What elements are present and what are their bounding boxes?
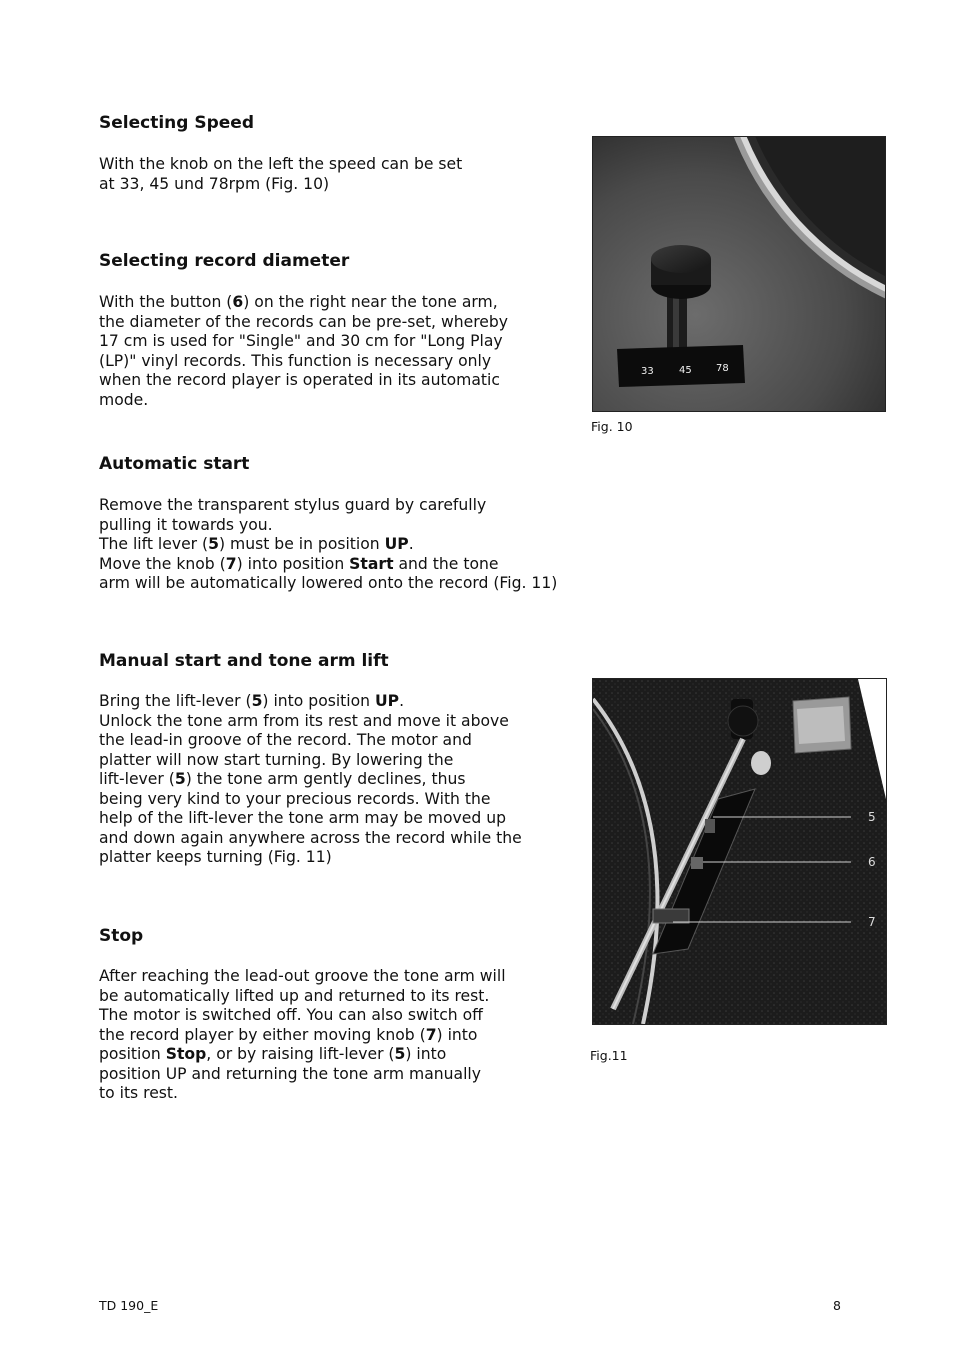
speed-label-33: 33 <box>641 366 654 377</box>
callout-7: 7 <box>868 915 876 929</box>
figure-caption-fig10: Fig. 10 <box>591 419 633 434</box>
callout-5: 5 <box>868 810 876 824</box>
heading-selecting-record-diameter: Selecting record diameter <box>99 251 350 271</box>
text-run: Move the knob ( <box>99 554 226 573</box>
paragraph-stop <box>99 967 506 1104</box>
text-run: . <box>408 535 414 553</box>
text-run: ) into position <box>236 554 350 573</box>
text-run: the diameter of the records can be pre-set, whereby <box>99 312 508 331</box>
bold-text: 7 <box>425 1025 437 1044</box>
text-run: The lift lever ( <box>99 535 209 553</box>
paragraph-selecting-record-diameter <box>99 293 508 410</box>
text-run: platter keeps turning (Fig. 11) <box>99 848 332 866</box>
text-run: pulling it towards you. <box>99 515 273 534</box>
text-line <box>99 535 557 555</box>
text-run: (LP)" vinyl records. This function is necessary only <box>99 351 492 370</box>
text-line <box>99 731 522 751</box>
bold-text: 5 <box>251 692 263 710</box>
text-line <box>99 332 508 352</box>
bold-text: 6 <box>232 293 244 311</box>
text-line <box>99 313 508 333</box>
text-run: Bring the lift-lever ( <box>99 692 252 710</box>
bold-text: Stop <box>165 1045 207 1063</box>
text-line <box>99 155 462 175</box>
text-run: lift-lever ( <box>99 770 175 788</box>
text-run: at 33, 45 und 78rpm (Fig. 10) <box>99 174 330 193</box>
paragraph-selecting-speed <box>99 155 462 194</box>
bold-text: 5 <box>394 1045 406 1063</box>
heading-manual-start: Manual start and tone arm lift <box>99 651 389 671</box>
bold-text: Start <box>349 554 394 573</box>
bold-text: 7 <box>225 554 237 573</box>
text-line <box>99 809 522 829</box>
text-line <box>99 1026 506 1046</box>
paragraph-automatic-start <box>99 496 557 594</box>
text-line <box>99 790 522 810</box>
text-line <box>99 1006 506 1026</box>
text-run: ) into position <box>262 692 376 710</box>
bold-text: UP <box>375 692 400 710</box>
text-run: ) into <box>436 1025 478 1044</box>
text-run: With the knob on the left the speed can be set <box>99 155 463 173</box>
text-line <box>99 496 557 516</box>
text-run: being very kind to your precious records. With the <box>99 789 491 808</box>
text-line <box>99 770 522 790</box>
text-run: ) the tone arm gently declines, thus <box>185 770 466 788</box>
text-run: After reaching the lead-out groove the tone arm will <box>99 967 506 985</box>
text-line <box>99 574 557 594</box>
text-run: to its rest. <box>99 1084 178 1102</box>
paragraph-manual-start <box>99 692 522 868</box>
bold-text: UP <box>384 535 409 553</box>
text-line <box>99 1065 506 1085</box>
text-run: With the button ( <box>99 293 233 311</box>
bold-text: 5 <box>174 770 186 788</box>
text-line <box>99 391 508 411</box>
text-line <box>99 967 506 987</box>
text-line <box>99 829 522 849</box>
text-run: platter will now start turning. By lowering the <box>99 750 454 769</box>
text-run: 17 cm is used for "Single" and 30 cm for "Long Play <box>99 332 503 350</box>
text-run: and the tone <box>393 554 499 573</box>
page-number: 8 <box>833 1298 841 1313</box>
figure-caption-fig11: Fig.11 <box>590 1048 628 1063</box>
text-line <box>99 352 508 372</box>
text-run: ) on the right near the tone arm, <box>243 293 498 311</box>
text-line <box>99 692 522 712</box>
text-run: the lead-in groove of the record. The motor and <box>99 731 472 749</box>
figure-speed-knob <box>592 136 886 412</box>
speed-knob-photo <box>593 137 885 411</box>
text-line <box>99 751 522 771</box>
callout-6: 6 <box>868 855 876 869</box>
text-line <box>99 987 506 1007</box>
text-line <box>99 371 508 391</box>
tone-arm-photo <box>593 679 886 1024</box>
text-run: The motor is switched off. You can also switch off <box>99 1006 483 1024</box>
text-run: . <box>399 692 405 710</box>
text-run: and down again anywhere across the record while the <box>99 828 522 847</box>
text-run: ) must be in position <box>218 535 385 553</box>
text-line <box>99 1084 506 1104</box>
text-line <box>99 712 522 732</box>
text-run: , or by raising lift-lever ( <box>206 1045 395 1063</box>
text-line <box>99 516 557 536</box>
text-line <box>99 555 557 575</box>
heading-selecting-speed: Selecting Speed <box>99 113 254 133</box>
text-run: arm will be automatically lowered onto the record (Fig. 11) <box>99 574 558 592</box>
text-line <box>99 848 522 868</box>
text-line <box>99 175 462 195</box>
text-run: when the record player is operated in its automatic <box>99 371 500 389</box>
text-line <box>99 1045 506 1065</box>
heading-stop: Stop <box>99 926 144 946</box>
speed-label-45: 45 <box>679 365 692 376</box>
text-line <box>99 293 508 313</box>
speed-label-78: 78 <box>716 363 729 374</box>
footer-document-id: TD 190_E <box>99 1298 159 1313</box>
text-run: ) into <box>405 1045 447 1063</box>
text-run: Unlock the tone arm from its rest and move it above <box>99 711 509 730</box>
text-run: position <box>99 1045 166 1063</box>
figure-tone-arm <box>592 678 887 1025</box>
text-run: Remove the transparent stylus guard by carefully <box>99 496 487 514</box>
heading-automatic-start: Automatic start <box>99 454 250 474</box>
text-run: help of the lift-lever the tone arm may be moved up <box>99 809 506 827</box>
text-run: be automatically lifted up and returned to its rest. <box>99 986 490 1005</box>
text-run: the record player by either moving knob ( <box>99 1025 426 1044</box>
text-run: mode. <box>99 390 149 409</box>
text-run: position UP and returning the tone arm manually <box>99 1064 481 1083</box>
bold-text: 5 <box>208 535 219 553</box>
